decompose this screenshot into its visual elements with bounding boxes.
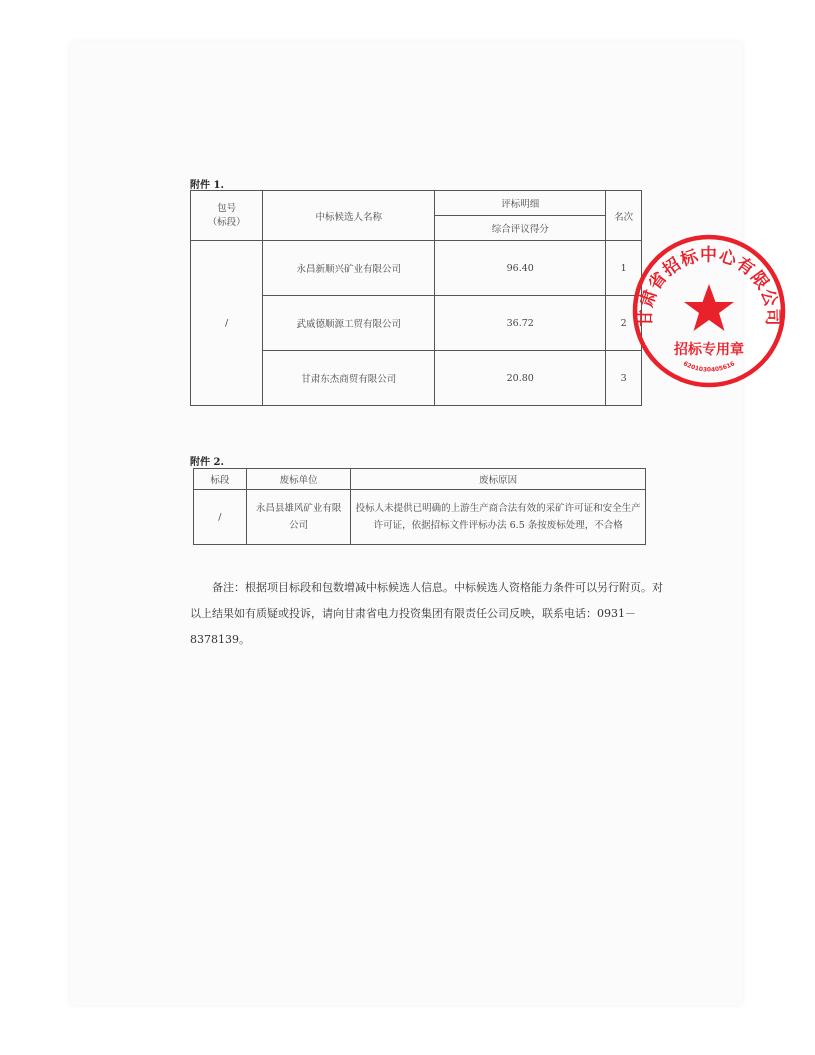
seal-code-text: 6201030405616	[681, 360, 737, 374]
attachment1-label: 附件 1.	[190, 180, 224, 191]
table-row	[191, 241, 642, 296]
seal-org-text: 甘肃省招标中心有限公司	[635, 245, 783, 327]
attachment2-label: 附件 2.	[190, 457, 224, 468]
disqualified-reason: 投标人未提供已明确的上游生产商合法有效的采矿许可证和安全生产许可证，依据招标文件评标办法 6.5 条按废标处理，不合格	[351, 490, 646, 545]
remark-paragraph	[190, 575, 665, 653]
candidate-table	[190, 190, 642, 406]
header-rank: 名次	[606, 191, 642, 241]
header-unit: 废标单位	[246, 469, 351, 490]
header-score: 综合评议得分	[435, 216, 606, 241]
candidate-score: 96.40	[435, 241, 606, 296]
header-package: 包号 （标段）	[191, 191, 263, 241]
seal-type-text: 招标专用章	[674, 342, 744, 358]
package-value: /	[191, 241, 263, 406]
candidate-score: 20.80	[435, 351, 606, 406]
candidate-score: 36.72	[435, 296, 606, 351]
candidate-name: 武威德顺源工贸有限公司	[263, 296, 435, 351]
candidate-rank: 1	[606, 241, 642, 296]
disqualified-unit: 永昌县雄风矿业有限公司	[246, 490, 351, 545]
header-reason: 废标原因	[351, 469, 646, 490]
candidate-rank: 2	[606, 296, 642, 351]
section-value: /	[194, 490, 247, 545]
table-row	[194, 490, 646, 545]
header-candidate: 中标候选人名称	[263, 191, 435, 241]
svg-text:6201030405616	[682, 360, 736, 373]
official-seal-icon	[630, 232, 788, 390]
disqualified-table	[193, 468, 646, 545]
candidate-name: 甘肃东杰商贸有限公司	[263, 351, 435, 406]
candidate-rank: 3	[606, 351, 642, 406]
header-section: 标段	[194, 469, 247, 490]
candidate-name: 永昌新顺兴矿业有限公司	[263, 241, 435, 296]
header-detail: 评标明细	[435, 191, 606, 216]
remark-text: 备注：根据项目标段和包数增减中标候选人信息。中标候选人资格能力条件可以另行附页。对以上结果如有质疑或投诉，请向甘肃省电力投资集团有限责任公司反映，联系电话：0931－8378139。	[190, 581, 663, 646]
seal-star-icon	[684, 284, 734, 331]
